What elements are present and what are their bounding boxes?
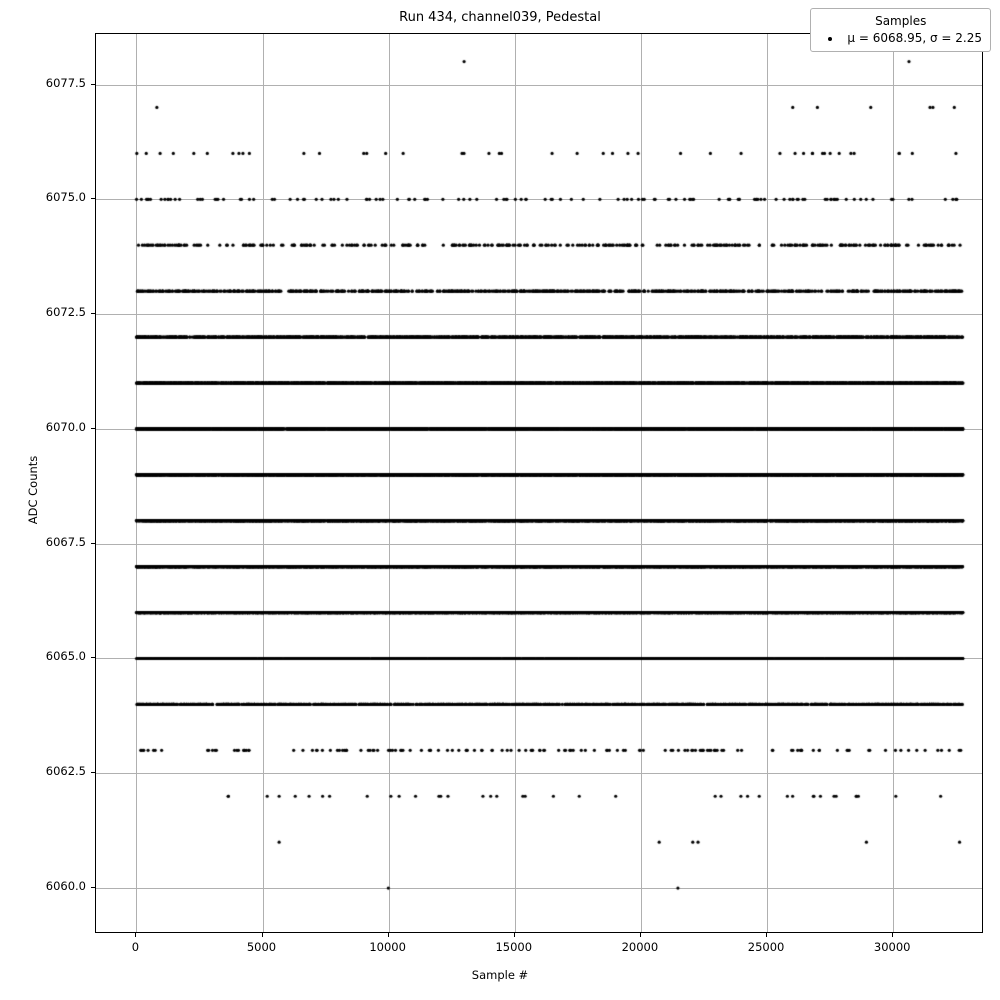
dot-marker-icon: [819, 32, 841, 44]
y-tick: [91, 772, 95, 773]
page-title: Run 434, channel039, Pedestal: [399, 10, 601, 25]
y-tick: [91, 313, 95, 314]
plot-area: [95, 33, 983, 933]
x-tick-label: 0: [131, 940, 140, 954]
legend-item-label: μ = 6068.95, σ = 2.25: [847, 31, 982, 45]
y-tick: [91, 887, 95, 888]
x-tick: [135, 933, 136, 937]
x-tick-label: 30000: [873, 940, 911, 954]
x-tick: [640, 933, 641, 937]
y-tick: [91, 543, 95, 544]
legend: [810, 8, 991, 52]
x-tick: [514, 933, 515, 937]
scatter-points: [96, 34, 983, 933]
x-tick-label: 15000: [495, 940, 533, 954]
y-tick: [91, 84, 95, 85]
x-tick-label: 25000: [747, 940, 785, 954]
y-axis-label: ADC Counts: [26, 455, 40, 525]
x-tick-label: 10000: [369, 940, 406, 954]
x-tick: [388, 933, 389, 937]
legend-item: [819, 31, 982, 45]
y-tick: [91, 657, 95, 658]
y-tick: [91, 198, 95, 199]
figure: Run 434, channel039, Pedestal 0 5000 10000 15000 20000 25000 30000 6060.0 6062.5 6065.0 6067.5 6070.0 6072.5 6075.0 6077.5 Sample # ADC Counts Samples μ = 6068.95, σ = 2.25: [0, 0, 1000, 1000]
x-tick: [262, 933, 263, 937]
legend-title: Samples: [875, 14, 927, 28]
x-tick-label: 5000: [246, 940, 277, 954]
x-tick: [766, 933, 767, 937]
x-axis-label: Sample #: [471, 968, 529, 982]
x-tick-label: 20000: [621, 940, 659, 954]
x-tick: [892, 933, 893, 937]
y-tick: [91, 428, 95, 429]
